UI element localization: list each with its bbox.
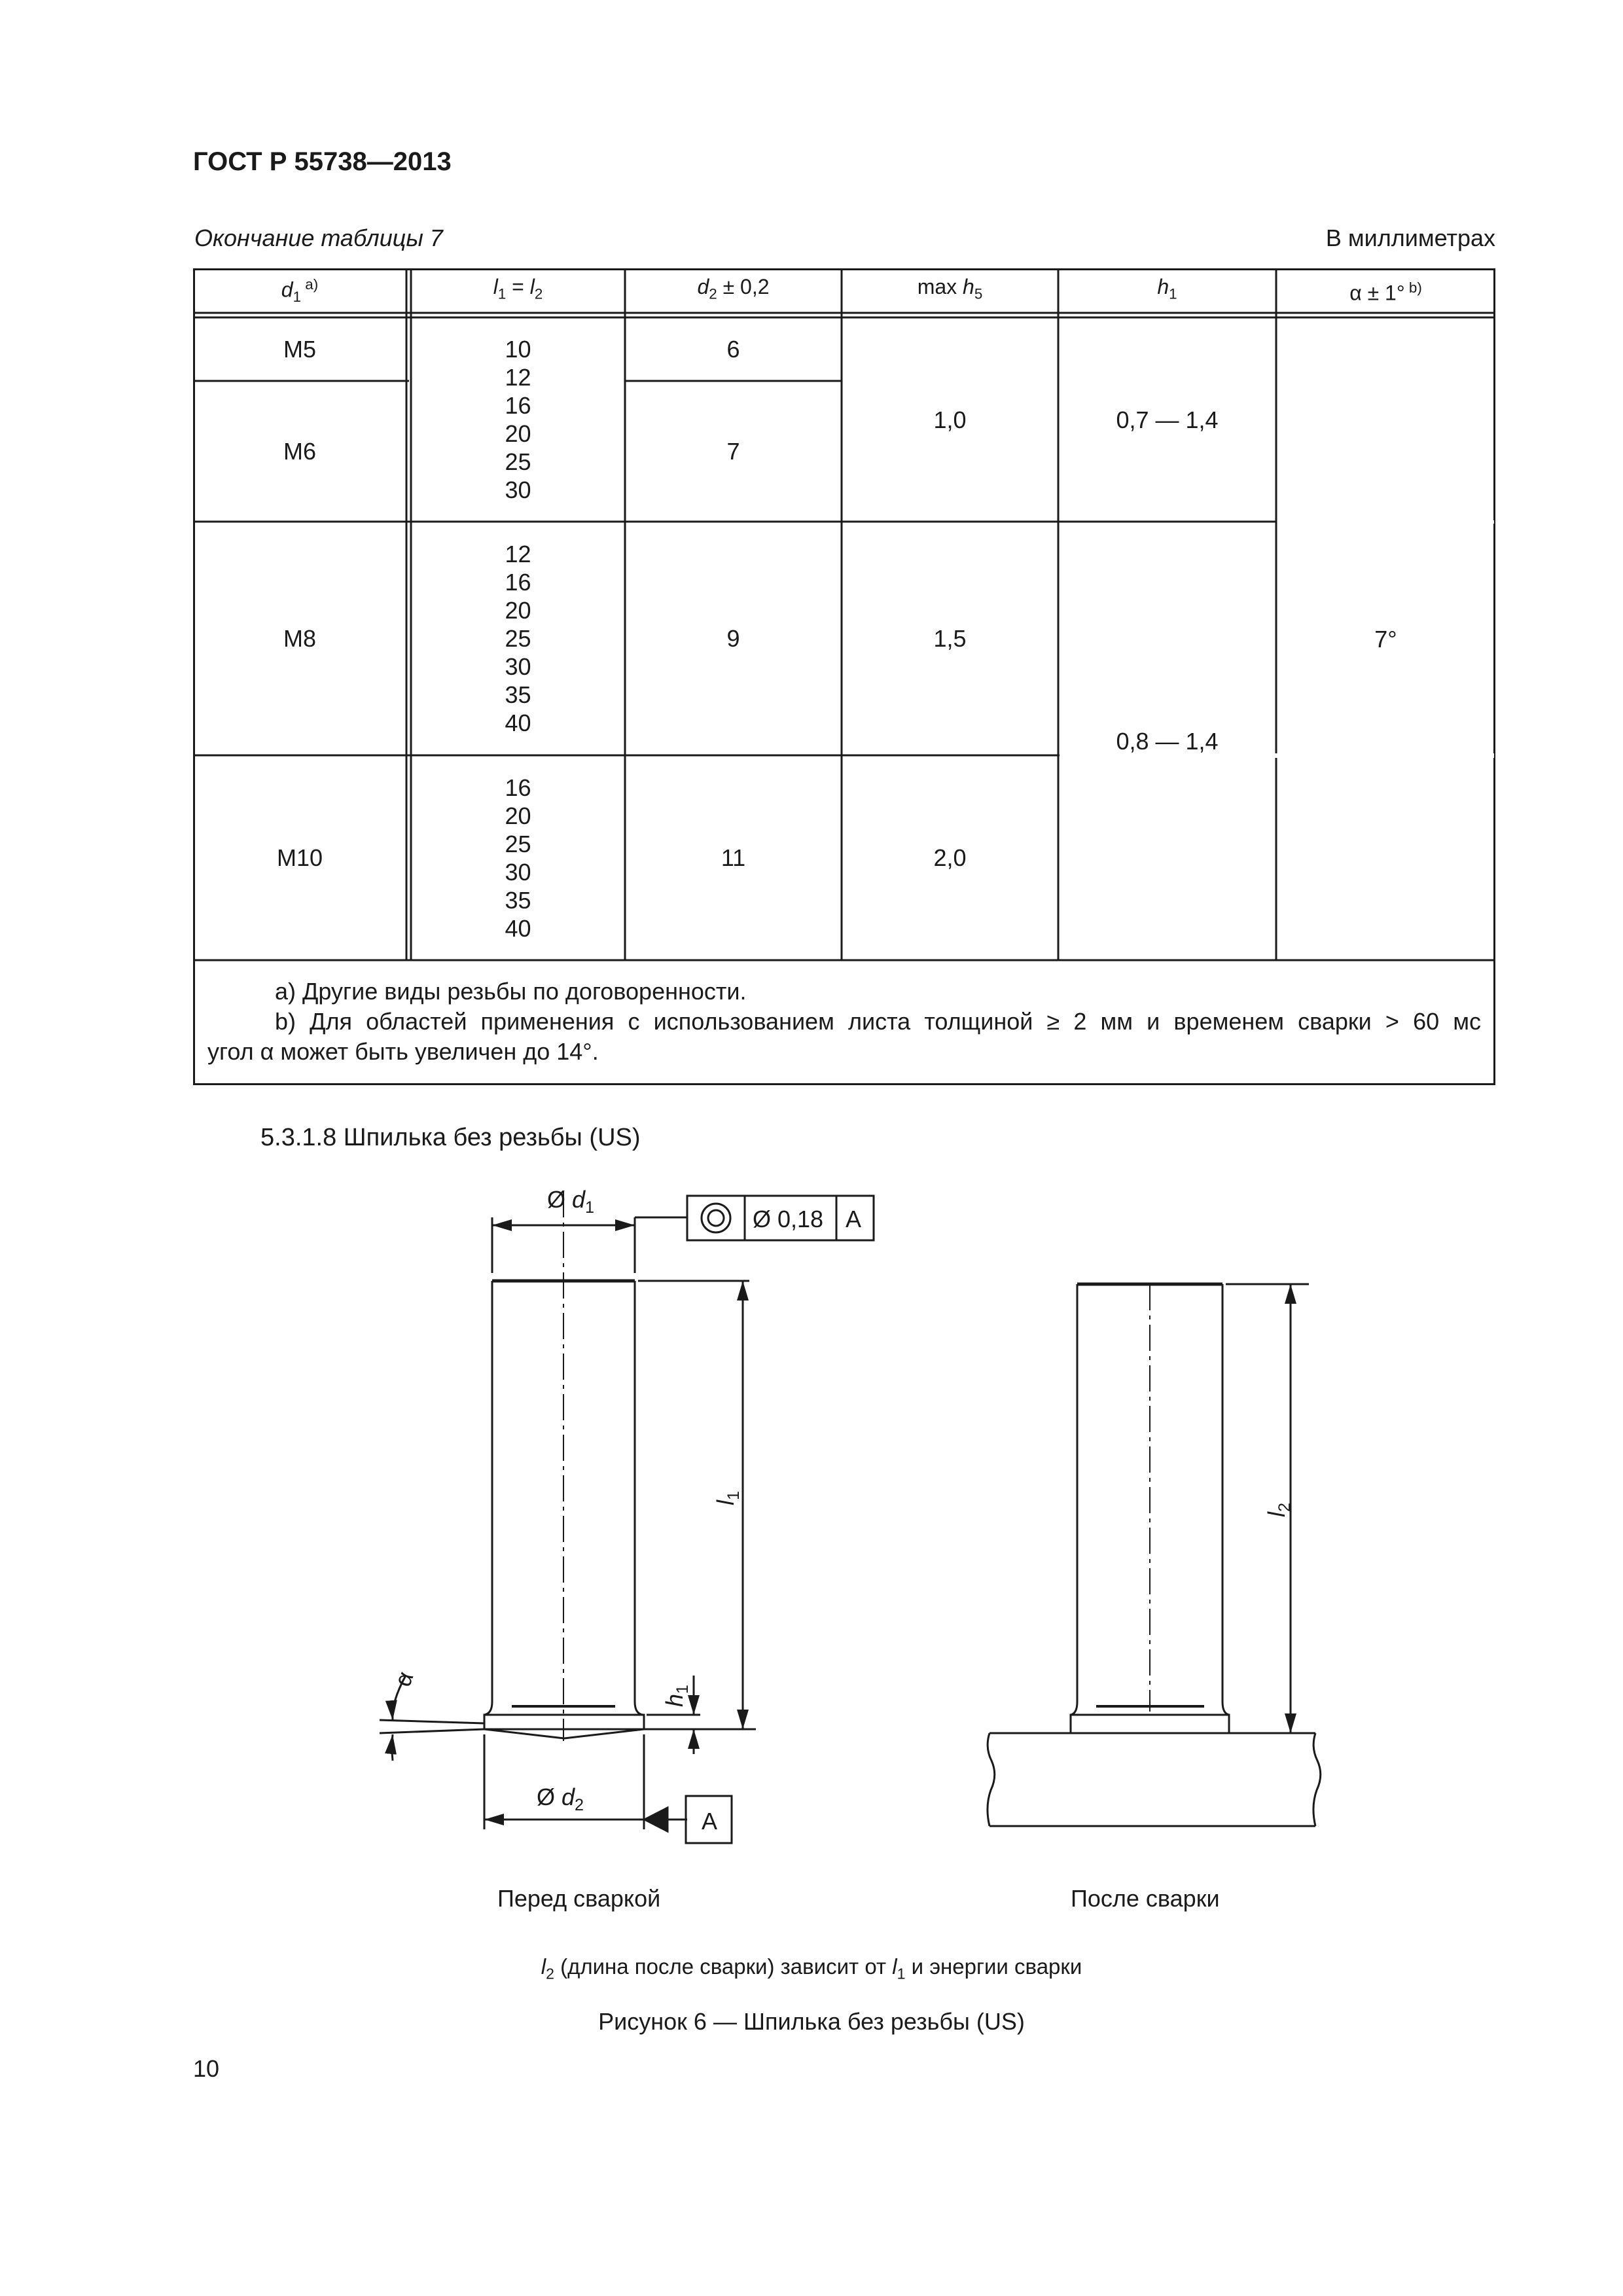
header-h1: $h_1$ — [1157, 275, 1177, 302]
cell-h1-m5-m6: 0,7 — 1,4 — [1116, 406, 1219, 433]
stud-before-welding — [380, 1191, 874, 1843]
header-max-h5: $\max h_5$ — [917, 275, 983, 302]
note-a: а) Другие виды резьбы по договоренности. — [275, 978, 747, 1005]
note-b-line1: b) Для областей применения с использованием листа толщиной ≥ 2 мм и временем сварки > 60 мс — [275, 1008, 1481, 1035]
page-number: 10 — [193, 2055, 220, 2082]
dim-d1-label: Ø $d_1$ — [547, 1186, 595, 1217]
table-units: В миллиметрах — [1325, 224, 1495, 251]
section-heading: 5.3.1.8 Шпилька без резьбы (US) — [260, 1124, 641, 1151]
cell-d1-m8: M8 — [283, 625, 316, 652]
cell-h5-m10: 2,0 — [933, 844, 967, 871]
cell-h1-m8-m10: 0,8 — 1,4 — [1116, 727, 1219, 755]
header-alpha: α ± 1° $^{b)}$ — [1349, 279, 1422, 305]
cell-l-m10: 16 20 25 30 35 40 — [505, 774, 531, 942]
figure-title: Рисунок 6 — Шпилька без резьбы (US) — [598, 2008, 1025, 2035]
cell-d2-m5: 6 — [726, 336, 740, 363]
header-d1: $d_1$ $^{a)}$ — [281, 276, 319, 306]
document-header: ГОСТ Р 55738—2013 — [193, 147, 452, 176]
dim-l2-label: $l_2$ — [1263, 1502, 1294, 1517]
cell-h5-m5-m6: 1,0 — [933, 406, 967, 433]
cell-l-m5-m6: 10 12 16 20 25 30 — [505, 336, 531, 503]
figure-note: $l_2$ (длина после сварки) зависит от $l_1$ и энергии сварки — [541, 1954, 1082, 1982]
cell-l-m8: 12 16 20 25 30 35 40 — [505, 541, 531, 736]
cell-d1-m10: M10 — [276, 844, 323, 871]
tolerance-value: Ø 0,18 — [753, 1206, 824, 1232]
dim-alpha-label: α — [389, 1668, 419, 1691]
header-d2: $d_2 \pm 0,2$ — [697, 275, 770, 302]
caption-before-welding: Перед сваркой — [497, 1885, 661, 1912]
tolerance-datum: A — [846, 1206, 862, 1232]
datum-label: A — [702, 1808, 718, 1835]
dim-l1-label: $l_1$ — [712, 1490, 743, 1505]
cell-d1-m6: M6 — [283, 438, 316, 465]
header-l1-l2: $l_1 = l_2$ — [493, 275, 543, 302]
cell-h5-m8: 1,5 — [933, 625, 967, 652]
cell-d2-m10: 11 — [721, 844, 746, 871]
dim-h1-label: $h_1$ — [661, 1684, 692, 1707]
cell-d2-m8: 9 — [726, 625, 740, 652]
dim-d2-label: Ø $d_2$ — [537, 1784, 584, 1815]
cell-d1-m5: M5 — [283, 336, 316, 363]
cell-alpha-all: 7° — [1374, 625, 1397, 653]
caption-after-welding: После сварки — [1071, 1885, 1220, 1912]
stud-after-welding — [988, 1284, 1321, 1826]
table-caption: Окончание таблицы 7 — [194, 224, 443, 251]
note-b-line2: угол α может быть увеличен до 14°. — [207, 1038, 599, 1065]
cell-d2-m6: 7 — [726, 438, 740, 465]
